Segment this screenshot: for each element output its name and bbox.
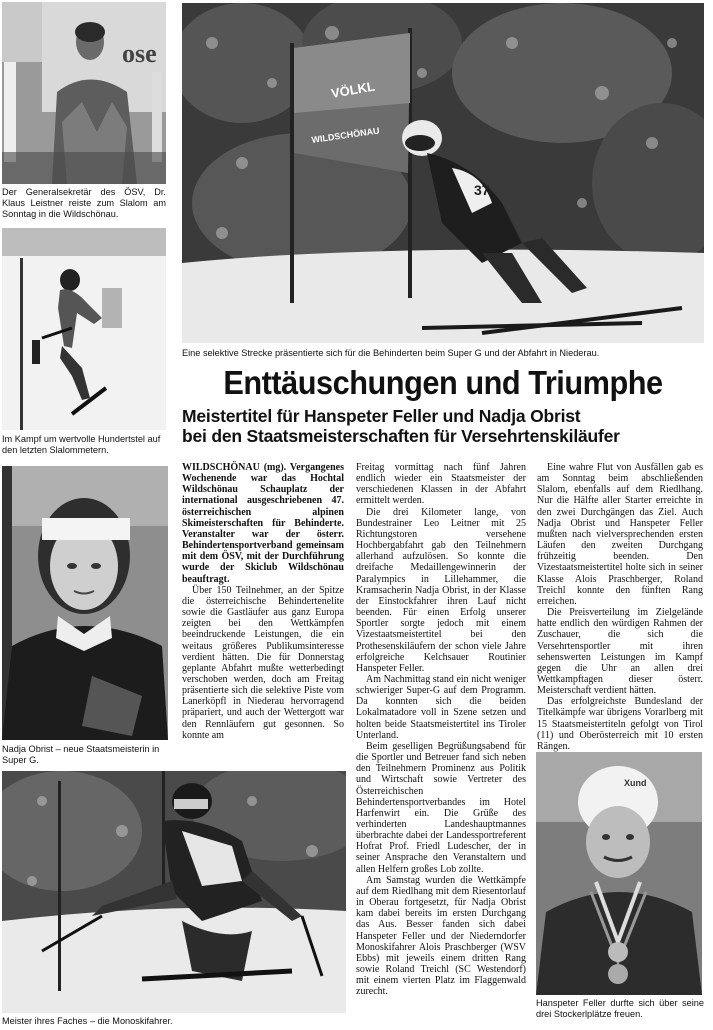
cap-text: Xund xyxy=(624,778,647,788)
caption-main-photo: Eine selektive Strecke präsentierte sich für die Behinderten beim Super G und der Abfahrt in Niederau. xyxy=(182,348,600,358)
sign-text: ose xyxy=(122,39,157,68)
article-paragraph: Über 150 Teilnehmer, an der Spitze die österreichische Behindertenelite sowie die Gastläufer aus ganz Europa zeigten bei den Wettkämpfen beeindruckende Leistungen, die ein weitaus größeres Publikumsinteresse verdient hätten. Die für Donnerstag geplante Abfahrt mußte wetterbedingt verschoben werden, doch am Freitag präsentierte sich die selektive Piste vom Lanerköpfl in Niederau hervorragend präpariert, und auch der Wettergott war den Rennläufern gut gesonnen. So konnte am xyxy=(182,584,344,741)
article-paragraph: Beim geselligen Begrüßungsabend für die Sportler und Betreuer fand sich neben den Teilnehmern Prominenz aus Politik und Wirtschaft sowie Vertreter des Österreichischen Behindertensportverbandes im Hotel Harfenwirt ein. Die Grüße des verhinderten Landeshauptmannes überbrachte dabei der Landessportreferent Hofrat Prof. Friedl Ludescher, der in seiner Ansprache den Veranstaltern und allen Helfern großes Lob zollte. xyxy=(356,740,526,875)
article-column-3 xyxy=(537,462,703,752)
article-paragraph: Eine wahre Flut von Ausfällen gab es am Sonntag beim abschließenden Slalom, ebenfalls auf dem Riedlhang. Nur die Hälfte aller Starter erreichte in den zwei Durchgängen das Ziel. Auch Nadja Obrist und Hanspeter Feller mußten nach vielversprechenden ersten Läufen den zweiten Durchgang frühzeitig beenden. Den Vizestaatsmeistertitel holte sich in seiner Klasse Alois Praschberger, Roland Treichl konnte den fünften Rang erreichen. xyxy=(537,462,703,607)
flag-text-1: VÖLKL xyxy=(329,78,376,101)
article-column-2 xyxy=(356,462,526,998)
article-column-1 xyxy=(182,462,344,741)
caption-feller: Hanspeter Feller durfte sich über seine drei Stockerlplätze freuen. xyxy=(536,998,704,1019)
caption-monoski: Meister ihres Faches – die Monoskifahrer. xyxy=(2,1016,173,1026)
article-paragraph: Freitag vormittag nach fünf Jahren endlich wieder ein Staatsmeister der verschiedenen Klassen in der Abfahrt ermittelt werden. xyxy=(356,462,526,507)
photo-obrist xyxy=(2,466,168,740)
dateline: WILDSCHÖNAU (mg). xyxy=(182,462,287,473)
article-paragraph: Die Preisverteilung im Zielgelände hatte endlich den würdigen Rahmen der Zuschauer, die sich die Versehrtensportler mit ihren sehenswerten Leistungen im Kampf gegen die Uhr an allen drei Wettkampftagen dieser österr. Meisterschaft verdient hätten. xyxy=(537,607,703,697)
photo-slalom xyxy=(2,228,166,430)
photo-leistner xyxy=(2,2,166,184)
caption-leistner: Der Generalsekretär des ÖSV, Dr. Klaus Leistner reiste zum Slalom am Sonntag in die Wildschönau. xyxy=(2,187,166,219)
article-lead xyxy=(182,462,344,585)
article-paragraph: Am Nachmittag stand ein nicht weniger schwieriger Super-G auf dem Programm. Da konnten sich die beiden Lokalmatadore voll in Szene setzen und holten beide Staatsmeistertitel ins Tiroler Unterland. xyxy=(356,673,526,741)
headline: Enttäuschungen und Triumphe xyxy=(223,364,663,401)
bib-number: 37 xyxy=(474,182,490,198)
article-paragraph: Das erfolgreichste Bundesland der Titelkämpfe war übrigens Vorarlberg mit 15 Staatsmeistertiteln gefolgt von Tirol (11) und Oberösterreich mit 10 ersten Rängen. xyxy=(537,696,703,752)
caption-slalom: Im Kampf um wertvolle Hundertstel auf den letzten Slalommetern. xyxy=(2,434,161,455)
subheadline xyxy=(182,406,704,446)
subheadline-line-2: bei den Staatsmeisterschaften für Versehrtenskiläufer xyxy=(182,426,620,446)
photo-feller xyxy=(536,752,702,995)
flag-text-2: WILDSCHÖNAU xyxy=(310,125,381,145)
photo-super-g xyxy=(182,3,704,343)
article-paragraph: Am Samstag wurden die Wettkämpfe auf dem Riedlhang mit dem Riesentorlauf in Oberau fortgesetzt, für Nadja Obrist kam dabei bereits im ersten Durchgang das Aus. Besser fanden sich dabei Hanspeter Feller und der Niederndorfer Monoskifahrer Alois Praschberger (WSV Ebbs) mit jeweils einem dritten Rang sowie Roland Treichl (SC Westendorf) mit einem vierten Platz im Flaggenwald zurecht. xyxy=(356,874,526,998)
lead-text: Vergangenes Wochenende war das Hochtal Wildschönau Schauplatz der international ausgeschriebenen 47. österreichischen alpinen Skimeisterschaften für Behinderte. Veranstalter war der österr. Behindertensportverband gemeinsam mit dem ÖSV, mit der Durchführung wurde der Skiclub Wildschönau beauftragt. xyxy=(182,462,344,585)
subheadline-line-1: Meistertitel für Hanspeter Feller und Nadja Obrist xyxy=(182,406,581,426)
article-paragraph: Die drei Kilometer lange, von Bundestrainer Leo Leitner mit 25 Richtungstoren versehene Hochbergabfahrt gab den Teilnehmern allerhand aufzulösen. So konnte die dreifache Medaillengewinnerin der Paralympics in Lillehammer, die Kramsacherin Nadja Obrist, in der Klasse der Einstockfahrer ihren Lauf nicht beenden. Für einen Erfolg unserer Sportler sorgte jedoch mit einem Vizestaatsmeistertitel bei den Prothesenskiläufern der schon viele Jahre erfolgreiche Kelchsauer Routinier Hanspeter Feller. xyxy=(356,506,526,674)
photo-monoski xyxy=(2,771,346,1013)
caption-obrist: Nadja Obrist – neue Staatsmeisterin in Super G. xyxy=(2,744,160,765)
